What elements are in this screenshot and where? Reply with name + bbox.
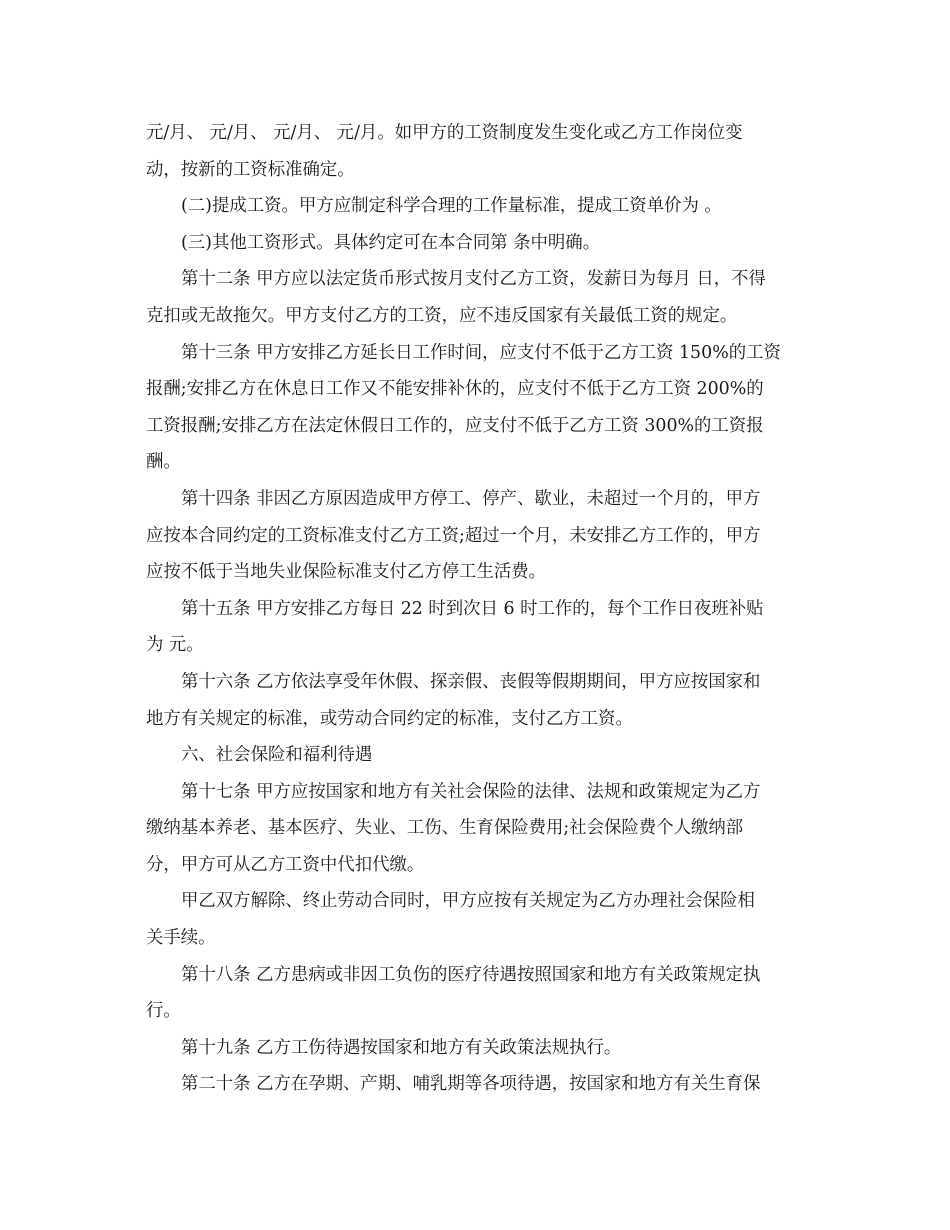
document-body [146,115,806,1103]
text-line: 第十五条 甲方安排乙方每日 22 时到次日 6 时工作的，每个工作日夜班补贴 [181,598,764,619]
text-line: 甲乙双方解除、终止劳动合同时，甲方应按有关规定为乙方办理社会保险相 [181,891,755,912]
text-line: (二)提成工资。甲方应制定科学合理的工作量标准，提成工资单价为 。 [181,196,722,217]
text-line: (三)其他工资形式。具体约定可在本合同第 条中明确。 [181,232,601,253]
text-line: 第十二条 甲方应以法定货币形式按月支付乙方工资，发薪日为每月 日，不得 [181,269,766,290]
text-line: 为 元。 [146,635,204,656]
text-line: 第二十条 乙方在孕期、产期、哺乳期等各项待遇，按国家和地方有关生育保 [181,1074,761,1095]
text-line: 报酬;安排乙方在休息日工作又不能安排补休的，应支付不低于乙方工资 200%的 [146,379,764,400]
text-line: 元/月、 元/月、 元/月、 元/月。如甲方的工资制度发生变化或乙方工作岗位变 [146,123,743,143]
text-line: 第十八条 乙方患病或非因工负伤的医疗待遇按照国家和地方有关政策规定执 [181,964,761,985]
text-line: 六、社会保险和福利待遇 [181,745,373,766]
text-line: 第十九条 乙方工伤待遇按国家和地方有关政策法规执行。 [181,1037,622,1058]
text-line: 第十七条 甲方应按国家和地方有关社会保险的法律、法规和政策规定为乙方 [181,781,761,802]
text-line: 行。 [146,1001,181,1022]
text-line: 应按不低于当地失业保险标准支付乙方停工生活费。 [146,562,546,583]
text-line: 工资报酬;安排乙方在法定休假日工作的，应支付不低于乙方工资 300%的工资报 [146,415,764,436]
text-line: 动，按新的工资标准确定。 [146,159,355,180]
text-line: 关手续。 [146,928,216,949]
text-line: 酬。 [146,452,181,473]
text-line: 第十四条 非因乙方原因造成甲方停工、停产、歇业，未超过一个月的，甲方 [181,488,761,509]
text-line: 第十三条 甲方安排乙方延长日工作时间，应支付不低于乙方工资 150%的工资 [181,342,781,363]
text-line: 第十六条 乙方依法享受年休假、探亲假、丧假等假期期间，甲方应按国家和 [181,671,761,692]
text-line: 应按本合同约定的工资标准支付乙方工资;超过一个月，未安排乙方工作的，甲方 [146,525,761,546]
text-line: 分，甲方可从乙方工资中代扣代缴。 [146,854,425,875]
text-line: 克扣或无故拖欠。甲方支付乙方的工资，应不违反国家有关最低工资的规定。 [146,305,738,326]
text-line: 缴纳基本养老、基本医疗、失业、工伤、生育保险费用;社会保险费个人缴纳部 [146,818,744,839]
text-line: 地方有关规定的标准，或劳动合同约定的标准，支付乙方工资。 [146,708,633,729]
